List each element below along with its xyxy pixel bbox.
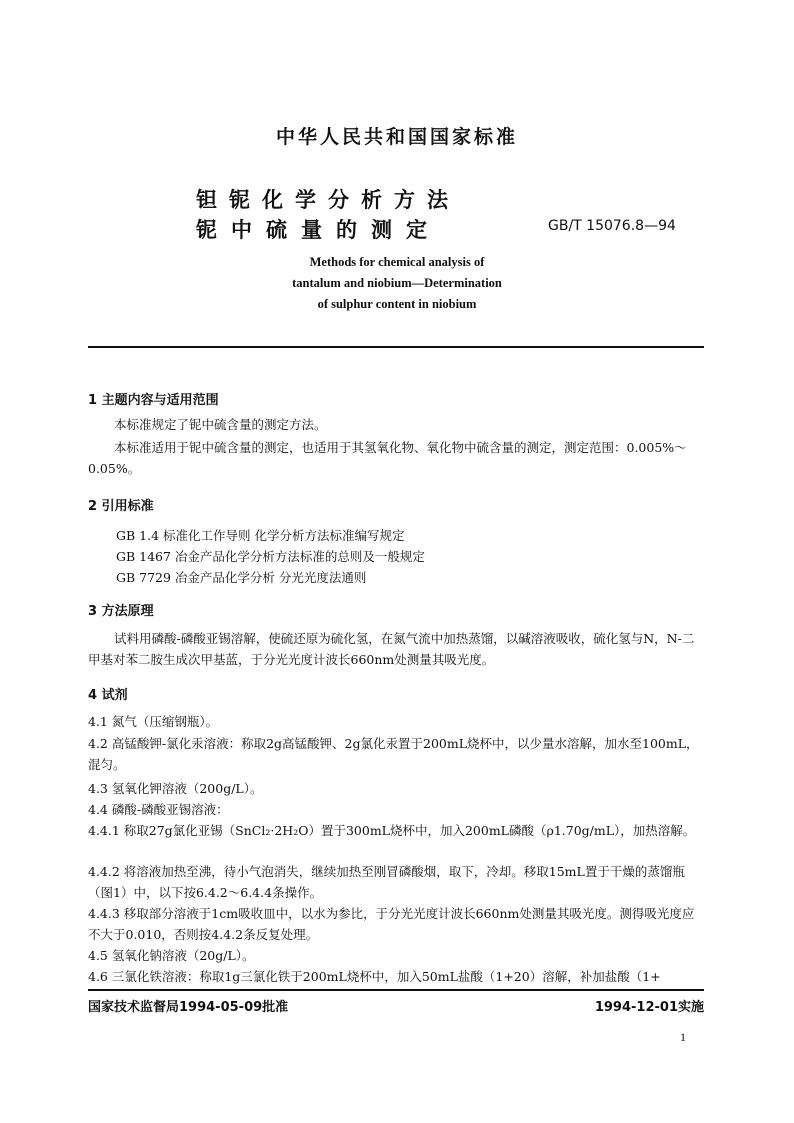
section-1-paragraph-1: 本标准规定了铌中硫含量的测定方法。 [114, 417, 327, 432]
footer-divider [88, 989, 704, 991]
english-title-line-3: of sulphur content in niobium [317, 297, 477, 311]
section-1-paragraph-2: 本标准适用于铌中硫含量的测定，也适用于其氢氧化物、氧化物中硫含量的测定，测定范围：0.005%～0.05%。 [88, 440, 687, 476]
reagent-item-4-5: 4.5 氢氧化钠溶液（20g/L）。 [88, 948, 255, 963]
reagent-item-4-1: 4.1 氮气（压缩钢瓶）。 [88, 714, 219, 729]
reagent-item-4-4-1: 4.4.1 称取27g氯化亚锡（SnCl₂·2H₂O）置于300mL烧杯中，加入200mL磷酸（ρ1.70g/mL），加热溶解。 [88, 823, 696, 838]
reagent-item-4-4-2: 4.4.2 将溶液加热至沸，待小气泡消失，继续加热至刚冒磷酸烟，取下，冷却。移取15mL置于干燥的蒸馏瓶（图1）中，以下按6.4.2～6.4.4条操作。 [88, 864, 685, 900]
reagent-item-4-4: 4.4 磷酸-磷酸亚锡溶液： [88, 802, 229, 817]
english-title-line-1: Methods for chemical analysis of [309, 255, 485, 269]
section-3-paragraph: 试料用磷酸-磷酸亚锡溶解，使硫还原为硫化氢，在氮气流中加热蒸馏，以碱溶液吸收，硫化氢与N，N-二甲基对苯二胺生成次甲基蓝，于分光光度计波长660nm处测量其吸光度。 [88, 631, 695, 667]
reference-item: GB 1467 冶金产品化学分析方法标准的总则及一般规定 [116, 549, 425, 564]
english-title-line-2: tantalum and niobium—Determination [292, 276, 502, 290]
reagent-item-4-3: 4.3 氢氧化钾溶液（200g/L）。 [88, 781, 263, 796]
approval-date: 国家技术监督局1994-05-09批准 [88, 1000, 289, 1015]
standard-number: GB/T 15076.8—94 [548, 218, 676, 234]
reference-item: GB 7729 冶金产品化学分析 分光光度法通则 [116, 570, 367, 585]
page-number: 1 [680, 1030, 686, 1044]
header-divider [88, 346, 704, 348]
section-2-heading: 2 引用标准 [88, 499, 154, 514]
section-3-heading: 3 方法原理 [88, 604, 154, 619]
section-1-heading: 1 主题内容与适用范围 [88, 393, 219, 408]
section-4-heading: 4 试剂 [88, 688, 128, 703]
reference-item: GB 1.4 标准化工作导则 化学分析方法标准编写规定 [116, 528, 405, 543]
national-standard-heading: 中华人民共和国国家标准 [275, 126, 518, 148]
implementation-date: 1994-12-01实施 [594, 1000, 704, 1015]
reagent-item-4-2: 4.2 高锰酸钾-氯化汞溶液：称取2g高锰酸钾、2g氯化汞置于200mL烧杯中，以少量水溶解，加水至100mL，混匀。 [88, 736, 699, 772]
title-line-2: 铌中硫量的测定 [196, 218, 441, 242]
title-line-1: 钽铌化学分析方法 [196, 188, 460, 212]
reagent-item-4-4-3: 4.4.3 移取部分溶液于1cm吸收皿中，以水为参比，于分光光度计波长660nm处测量其吸光度。测得吸光度应不大于0.010，否则按4.4.2条反复处理。 [88, 906, 695, 942]
reagent-item-4-6: 4.6 三氯化铁溶液：称取1g三氯化铁于200mL烧杯中，加入50mL盐酸（1+20）溶解，补加盐酸（1+ [88, 969, 661, 984]
